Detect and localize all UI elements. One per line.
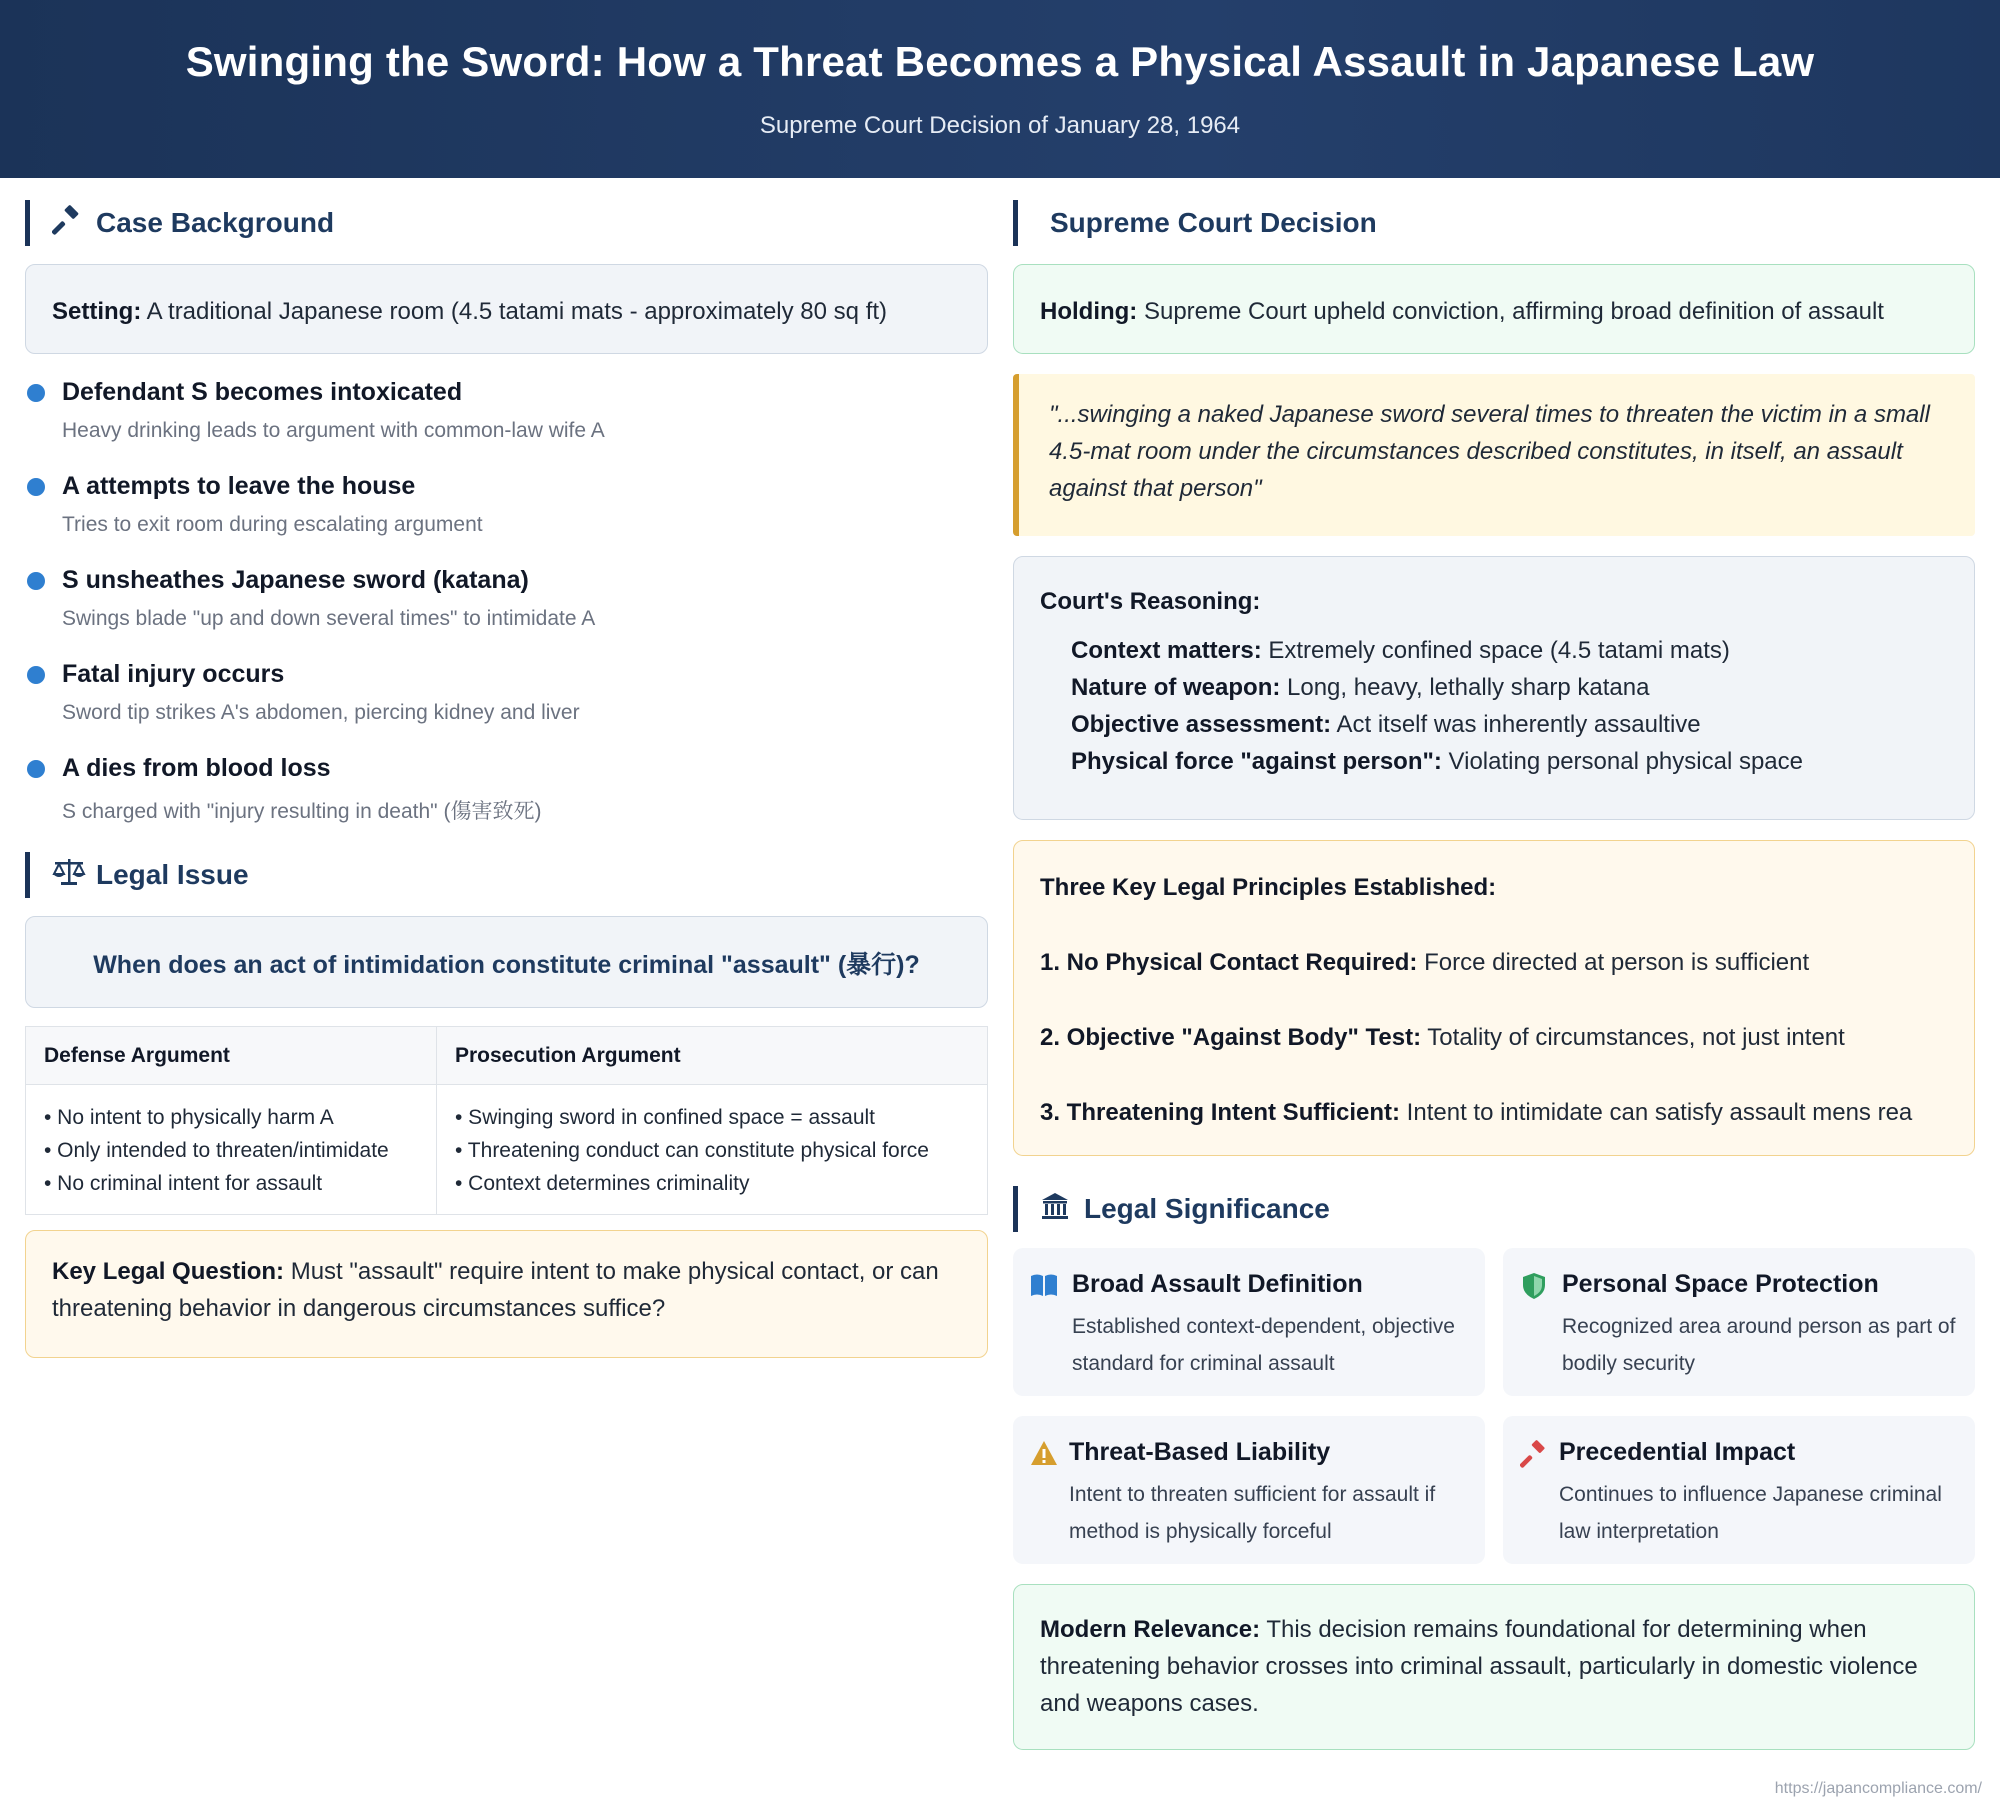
significance-card — [1013, 1248, 1485, 1396]
timeline-item — [25, 472, 988, 537]
card-title: Personal Space Protection — [1562, 1270, 1879, 1298]
key-question-box — [25, 1230, 988, 1358]
quote-text: "...swinging a naked Japanese sword several times to threaten the victim in a small 4.5-mat room under the circumstances described constitutes, in itself, an assault against that person" — [1049, 401, 1930, 502]
prosecution-points — [437, 1085, 988, 1215]
reasoning-box — [1013, 556, 1975, 820]
significance-title: Legal Significance — [1084, 1193, 1330, 1224]
arguments-table — [25, 1026, 988, 1215]
book-icon — [1029, 1272, 1059, 1302]
reasoning-label: Physical force "against person": — [1071, 748, 1442, 775]
timeline-item-title: S unsheathes Japanese sword (katana) — [62, 566, 529, 594]
significance-card — [1503, 1416, 1975, 1564]
courthouse-icon — [1040, 1191, 1074, 1228]
modern-relevance-text: This decision remains foundational for determining when threatening behavior crosses into criminal assault, particularly in domestic violence and weapons cases. — [1040, 1616, 1918, 1717]
table-header-row — [26, 1027, 988, 1085]
principles-title: Three Key Legal Principles Established: — [1040, 874, 1497, 901]
key-question-label: Key Legal Question: — [52, 1258, 285, 1285]
gavel-icon — [1519, 1440, 1549, 1470]
reasoning-title: Court's Reasoning: — [1040, 588, 1261, 615]
setting-box — [25, 264, 988, 354]
page-header — [0, 0, 2000, 178]
decision-title: Supreme Court Decision — [1050, 207, 1377, 238]
warning-icon — [1029, 1440, 1059, 1470]
principle-text: Intent to intimidate can satisfy assault mens rea — [1400, 1099, 1913, 1126]
prosecution-point: • Swinging sword in confined space = assault — [455, 1106, 876, 1129]
holding-text: Supreme Court upheld conviction, affirming broad definition of assault — [1137, 298, 1884, 325]
prosecution-point: • Context determines criminality — [455, 1172, 750, 1195]
significance-card — [1013, 1416, 1485, 1564]
timeline-item-desc: Sword tip strikes A's abdomen, piercing kidney and liver — [62, 701, 580, 724]
card-desc: Intent to threaten sufficient for assault if method is physically forceful — [1069, 1483, 1436, 1543]
reasoning-label: Nature of weapon: — [1071, 674, 1281, 701]
timeline-item-title: Fatal injury occurs — [62, 660, 285, 688]
principle-label: 2. Objective "Against Body" Test: — [1040, 1024, 1422, 1051]
defense-point: • No intent to physically harm A — [44, 1106, 334, 1129]
timeline-item — [25, 378, 988, 443]
prosecution-point: • Threatening conduct can constitute physical force — [455, 1139, 929, 1162]
legal-question: When does an act of intimidation constitute criminal "assault" (暴行)? — [93, 951, 920, 979]
reasoning-item — [1071, 669, 1948, 706]
case-background-heading — [25, 200, 988, 246]
timeline-item-desc: Tries to exit room during escalating argument — [62, 513, 483, 536]
gavel-icon — [52, 205, 86, 242]
balance-scale-icon — [52, 857, 86, 894]
table-row — [26, 1085, 988, 1215]
principle-item — [1040, 1094, 1948, 1131]
significance-heading — [1013, 1186, 1975, 1232]
card-title: Precedential Impact — [1559, 1438, 1796, 1466]
defense-point: • No criminal intent for assault — [44, 1172, 323, 1195]
legal-issue-heading — [25, 852, 988, 898]
reasoning-text: Long, heavy, lethally sharp katana — [1280, 674, 1650, 701]
decision-heading — [1013, 200, 1975, 246]
reasoning-item — [1071, 632, 1948, 669]
key-question-text: Must "assault" require intent to make physical contact, or can threatening behavior in dangerous circumstances suffice? — [52, 1258, 939, 1322]
reasoning-label: Objective assessment: — [1071, 711, 1332, 738]
reasoning-text: Violating personal physical space — [1441, 748, 1803, 775]
shield-icon — [1519, 1272, 1549, 1302]
timeline-item — [25, 566, 988, 631]
card-desc: Established context-dependent, objective standard for criminal assault — [1072, 1315, 1455, 1375]
principle-text: Force directed at person is sufficient — [1417, 949, 1810, 976]
reasoning-text: Act itself was inherently assaultive — [1331, 711, 1701, 738]
case-background-title: Case Background — [96, 207, 335, 238]
principle-label: 3. Threatening Intent Sufficient: — [1040, 1099, 1401, 1126]
reasoning-list — [1040, 632, 1948, 780]
page-subtitle: Supreme Court Decision of January 28, 1964 — [759, 112, 1241, 139]
significance-card — [1503, 1248, 1975, 1396]
defense-header: Defense Argument — [26, 1027, 437, 1085]
timeline-item — [25, 754, 988, 825]
timeline-dot — [27, 384, 45, 402]
holding-label: Holding: — [1040, 298, 1138, 325]
reasoning-item — [1071, 743, 1948, 780]
timeline-item — [25, 660, 988, 725]
timeline-dot — [27, 760, 45, 778]
modern-relevance-label: Modern Relevance: — [1040, 1616, 1261, 1643]
holding-box — [1013, 264, 1975, 354]
defense-points — [26, 1085, 437, 1215]
court-quote — [1013, 374, 1975, 536]
footer-url[interactable]: https://japancompliance.com/ — [1774, 1780, 1982, 1797]
legal-question-box — [25, 916, 988, 1008]
principle-item — [1040, 1019, 1948, 1056]
timeline-dot — [27, 478, 45, 496]
prosecution-header: Prosecution Argument — [437, 1027, 988, 1085]
defense-point: • Only intended to threaten/intimidate — [44, 1139, 389, 1162]
card-desc: Recognized area around person as part of bodily security — [1562, 1315, 1956, 1375]
card-desc: Continues to influence Japanese criminal law interpretation — [1559, 1483, 1942, 1543]
timeline-item-desc: S charged with "injury resulting in death" (傷害致死) — [62, 800, 542, 823]
timeline-item-title: A dies from blood loss — [62, 754, 331, 782]
principles-box — [1013, 840, 1975, 1156]
reasoning-label: Context matters: — [1071, 637, 1262, 664]
timeline-dot — [27, 572, 45, 590]
timeline-item-title: A attempts to leave the house — [62, 472, 416, 500]
principle-label: 1. No Physical Contact Required: — [1040, 949, 1418, 976]
timeline-dot — [27, 666, 45, 684]
principle-item — [1040, 944, 1948, 981]
legal-issue-title: Legal Issue — [96, 859, 249, 890]
reasoning-text: Extremely confined space (4.5 tatami mats) — [1261, 637, 1730, 664]
timeline-item-desc: Heavy drinking leads to argument with common-law wife A — [62, 419, 605, 442]
card-title: Broad Assault Definition — [1072, 1270, 1363, 1298]
card-title: Threat-Based Liability — [1069, 1438, 1331, 1466]
setting-label: Setting: — [52, 298, 142, 325]
timeline-item-title: Defendant S becomes intoxicated — [62, 378, 463, 406]
reasoning-item — [1071, 706, 1948, 743]
page-title: Swinging the Sword: How a Threat Becomes a Physical Assault in Japanese Law — [185, 38, 1815, 85]
timeline-item-desc: Swings blade "up and down several times" to intimidate A — [62, 607, 596, 630]
setting-text: A traditional Japanese room (4.5 tatami mats - approximately 80 sq ft) — [141, 298, 888, 325]
principle-text: Totality of circumstances, not just intent — [1421, 1024, 1845, 1051]
modern-relevance-box — [1013, 1584, 1975, 1750]
